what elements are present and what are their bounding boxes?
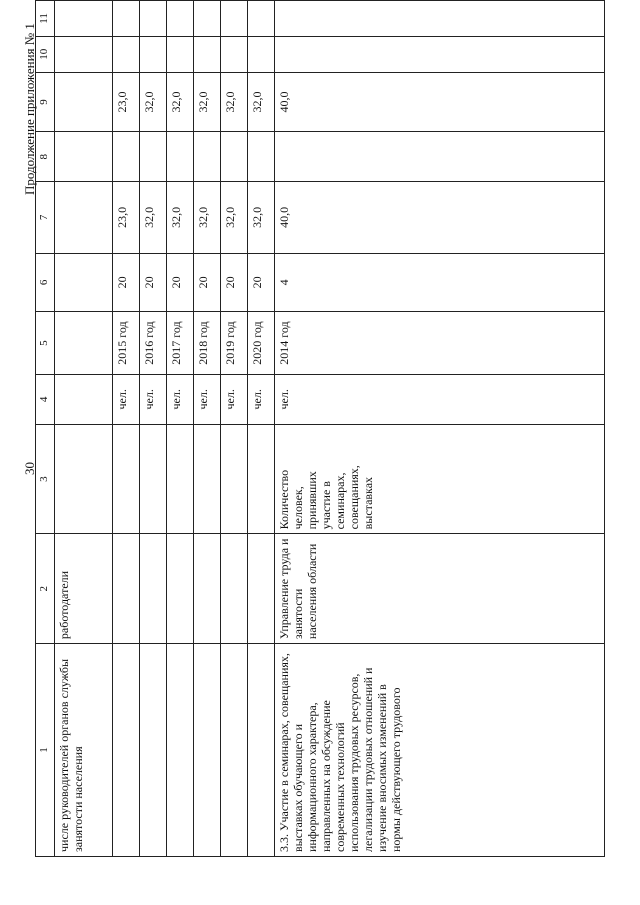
- table-cell: [55, 36, 113, 72]
- table-row: [194, 1, 221, 857]
- table-cell: 3.3. Участие в семинарах, совещаниях, выставках обучающего и информационного характера, направленных на обсуждение современных технологий использования трудовых ресурсов, легализации трудовых отношений и изучение вносимых изменений в нормы действующего трудового: [275, 644, 605, 857]
- continuation-title: Продолжение приложения № 1: [22, 23, 37, 195]
- table-cell: [167, 534, 194, 644]
- table-cell: 32,0: [167, 182, 194, 254]
- table-cell: 32,0: [248, 182, 275, 254]
- table-cell: [55, 253, 113, 312]
- table-cell: 2016 год: [140, 312, 167, 375]
- table-cell: 32,0: [248, 72, 275, 132]
- table-cell: 2020 год: [248, 312, 275, 375]
- table-cell: [167, 36, 194, 72]
- table-cell: [248, 36, 275, 72]
- table-cell: работодатели: [55, 534, 113, 644]
- table-cell: Количество человек, принявших участие в семинарах, совещаниях, выставках: [275, 424, 605, 534]
- table-cell: [140, 534, 167, 644]
- table-cell: [248, 644, 275, 857]
- table-cell: [248, 132, 275, 182]
- table-cell: чел.: [194, 374, 221, 424]
- header-cell: 10: [36, 36, 55, 72]
- table-cell: 20: [221, 253, 248, 312]
- table-cell: 2019 год: [221, 312, 248, 375]
- table-cell: Управление труда и занятости населения области: [275, 534, 605, 644]
- table-cell: 40,0: [275, 72, 605, 132]
- table-cell: [221, 1, 248, 37]
- table-cell: [167, 132, 194, 182]
- page-number: 30: [22, 462, 37, 475]
- table-cell: 32,0: [221, 72, 248, 132]
- header-cell: 9: [36, 72, 55, 132]
- table-cell: числе руководителей органов службы занятости населения: [55, 644, 113, 857]
- table-cell: 4: [275, 253, 605, 312]
- header-cell: 7: [36, 182, 55, 254]
- table-row: [55, 1, 113, 857]
- table-cell: 32,0: [167, 72, 194, 132]
- table-cell: [221, 644, 248, 857]
- table-cell: [113, 132, 140, 182]
- table-cell: [140, 644, 167, 857]
- table-row: [221, 1, 248, 857]
- table-cell: 2018 год: [194, 312, 221, 375]
- table-cell: [194, 534, 221, 644]
- table-cell: 20: [194, 253, 221, 312]
- table-cell: [55, 374, 113, 424]
- table-cell: чел.: [113, 374, 140, 424]
- table-cell: [221, 424, 248, 534]
- table-cell: [221, 36, 248, 72]
- header-cell: 3: [36, 424, 55, 534]
- table-cell: [140, 424, 167, 534]
- header-cell: 8: [36, 132, 55, 182]
- table-cell: 32,0: [194, 72, 221, 132]
- table-cell: [55, 132, 113, 182]
- table-cell: [167, 424, 194, 534]
- table-cell: 32,0: [140, 182, 167, 254]
- table-cell: [194, 1, 221, 37]
- table-cell: [194, 424, 221, 534]
- table-row: [113, 1, 140, 857]
- table-cell: чел.: [248, 374, 275, 424]
- table-cell: чел.: [167, 374, 194, 424]
- table-cell: 32,0: [194, 182, 221, 254]
- table-cell: 23,0: [113, 182, 140, 254]
- table-cell: 2015 год: [113, 312, 140, 375]
- table-cell: 40,0: [275, 182, 605, 254]
- table-cell: 23,0: [113, 72, 140, 132]
- table-cell: [140, 132, 167, 182]
- table-cell: 2014 год: [275, 312, 605, 375]
- header-row: [36, 1, 55, 857]
- table-cell: [194, 644, 221, 857]
- table-cell: [194, 36, 221, 72]
- table-cell: [248, 534, 275, 644]
- data-table: [35, 0, 605, 857]
- table-cell: [140, 1, 167, 37]
- table-cell: [55, 182, 113, 254]
- table-cell: [275, 1, 605, 37]
- table-cell: [221, 132, 248, 182]
- table-cell: 20: [248, 253, 275, 312]
- table-cell: 20: [167, 253, 194, 312]
- table-cell: [55, 72, 113, 132]
- table-cell: [167, 644, 194, 857]
- header-cell: 11: [36, 1, 55, 37]
- table-cell: [113, 534, 140, 644]
- table-cell: 20: [113, 253, 140, 312]
- table-row: [140, 1, 167, 857]
- table-cell: [275, 36, 605, 72]
- table-cell: [113, 1, 140, 37]
- table-cell: [167, 1, 194, 37]
- header-cell: 1: [36, 644, 55, 857]
- table-cell: 20: [140, 253, 167, 312]
- table-cell: [248, 424, 275, 534]
- header-cell: 5: [36, 312, 55, 375]
- table-cell: 32,0: [140, 72, 167, 132]
- header-cell: 2: [36, 534, 55, 644]
- table-cell: [113, 644, 140, 857]
- table-row: [248, 1, 275, 857]
- header-cell: 6: [36, 253, 55, 312]
- table-cell: [275, 132, 605, 182]
- table-cell: чел.: [221, 374, 248, 424]
- table-row: [167, 1, 194, 857]
- header-cell: 4: [36, 374, 55, 424]
- table-cell: чел.: [140, 374, 167, 424]
- table-cell: 32,0: [221, 182, 248, 254]
- table-cell: чел.: [275, 374, 605, 424]
- table-cell: [55, 424, 113, 534]
- table-cell: [140, 36, 167, 72]
- table-cell: [113, 424, 140, 534]
- table-row: [275, 1, 605, 857]
- table-cell: [55, 1, 113, 37]
- table-cell: [55, 312, 113, 375]
- table-cell: [113, 36, 140, 72]
- table-cell: 2017 год: [167, 312, 194, 375]
- table-cell: [248, 1, 275, 37]
- table-cell: [221, 534, 248, 644]
- table-cell: [194, 132, 221, 182]
